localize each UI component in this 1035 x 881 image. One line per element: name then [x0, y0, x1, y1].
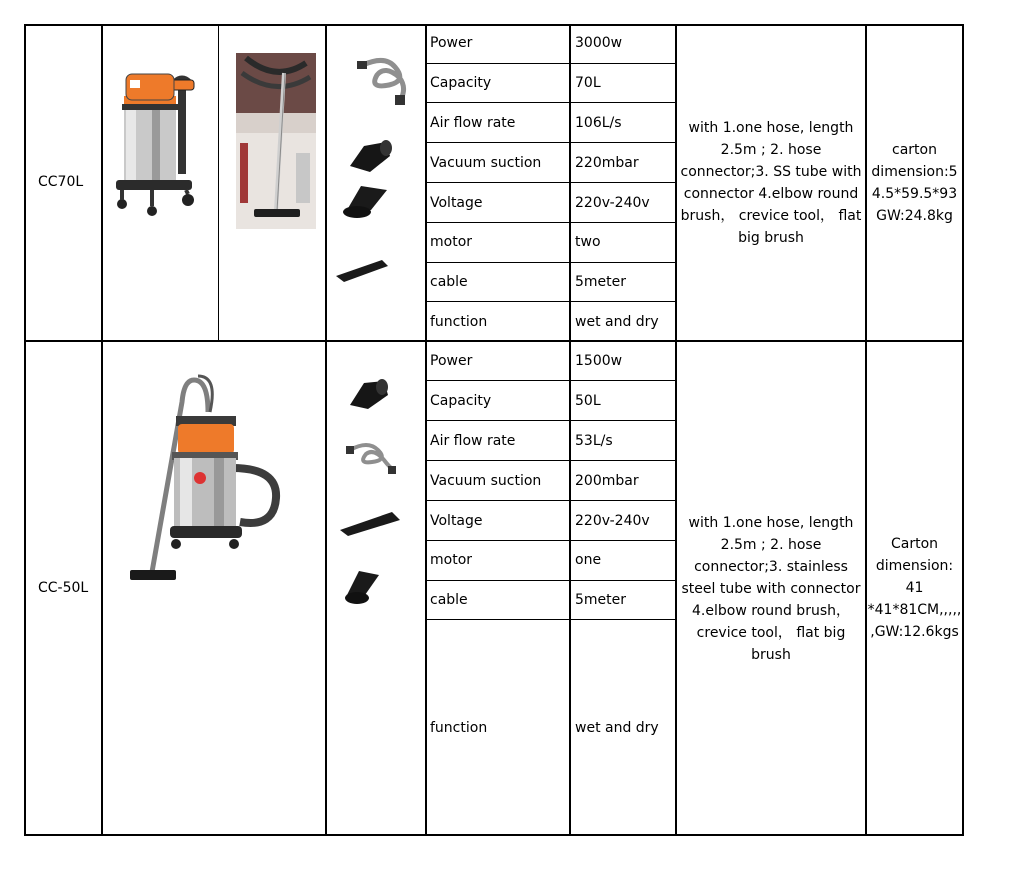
spec-label: cable — [430, 592, 468, 608]
spec-label: Power — [430, 35, 473, 51]
spec-value: one — [575, 552, 602, 568]
col-line — [569, 24, 571, 836]
spec-value: 220mbar — [575, 155, 639, 171]
spec-value: 3000w — [575, 35, 623, 51]
spec-label: Vacuum suction — [430, 155, 542, 171]
spec-value: 1500w — [575, 353, 623, 369]
spec-value: two — [575, 234, 601, 250]
spec-label: function — [430, 720, 488, 736]
spec-label: Voltage — [430, 195, 483, 211]
spec-value: wet and dry — [575, 720, 659, 736]
spec-label: Vacuum suction — [430, 473, 542, 489]
flat-brush-icon — [338, 508, 402, 538]
spec-label: Capacity — [430, 75, 492, 91]
spec-line — [426, 580, 676, 581]
hose-connector-icon — [346, 375, 392, 413]
spec-label: cable — [430, 274, 468, 290]
table-border-top — [25, 24, 964, 26]
vacuum-cc70l-image — [112, 66, 207, 216]
spec-value: 5meter — [575, 274, 627, 290]
spec-line — [426, 262, 676, 263]
spec-line — [426, 142, 676, 143]
model-name: CC70L — [38, 174, 84, 190]
col-line — [101, 24, 103, 836]
carton-info: Carton dimension: 41 *41*81CM,,,,, ,GW:12.6kgs — [867, 536, 962, 640]
spec-value: 53L/s — [575, 433, 613, 449]
model-name: CC-50L — [38, 580, 89, 596]
table-row-divider — [25, 340, 964, 342]
accessories-description: with 1.one hose, length 2.5m ; 2. hose connector;3. stainless steel tube with connector 4.elbow round brush， crevice tool， flat big brush — [681, 515, 861, 663]
table-border-left — [24, 24, 26, 836]
spec-label: Power — [430, 353, 473, 369]
spec-label: motor — [430, 552, 473, 568]
spec-value: 5meter — [575, 592, 627, 608]
spec-line — [426, 420, 676, 421]
spec-line — [426, 460, 676, 461]
spec-line — [426, 63, 676, 64]
hose-icon — [355, 55, 411, 107]
tube-photo — [236, 53, 316, 229]
spec-line — [426, 102, 676, 103]
spec-line — [426, 182, 676, 183]
spec-label: motor — [430, 234, 473, 250]
table-border-right — [962, 24, 964, 836]
col-line — [325, 24, 327, 836]
spec-value: 106L/s — [575, 115, 622, 131]
spec-label: function — [430, 314, 488, 330]
accessories-description: with 1.one hose, length 2.5m ; 2. hose connector;3. SS tube with connector 4.elbow round brush， crevice tool， flat big brush — [680, 120, 862, 246]
spec-label: Air flow rate — [430, 115, 516, 131]
spec-line — [426, 500, 676, 501]
spec-value: 220v-240v — [575, 513, 650, 529]
hose-connector-icon — [346, 136, 394, 176]
spec-line — [426, 222, 676, 223]
spec-value: 70L — [575, 75, 601, 91]
spec-line — [426, 619, 676, 620]
spec-label: Voltage — [430, 513, 483, 529]
spec-line — [426, 380, 676, 381]
spec-line — [426, 540, 676, 541]
flat-brush-icon — [334, 256, 390, 284]
vacuum-cc50l-image — [128, 372, 288, 592]
col-line — [425, 24, 427, 836]
spec-label: Air flow rate — [430, 433, 516, 449]
hose-icon — [344, 440, 398, 476]
crevice-tool-icon — [341, 180, 393, 220]
table-border-bottom — [25, 834, 964, 836]
col-line — [218, 24, 219, 342]
crevice-tool-icon — [341, 565, 383, 607]
spec-value: wet and dry — [575, 314, 659, 330]
spec-value: 50L — [575, 393, 601, 409]
spec-line — [426, 301, 676, 302]
spec-value: 200mbar — [575, 473, 639, 489]
carton-info: carton dimension:5 4.5*59.5*93 GW:24.8kg — [871, 142, 958, 224]
spec-label: Capacity — [430, 393, 492, 409]
spec-value: 220v-240v — [575, 195, 650, 211]
